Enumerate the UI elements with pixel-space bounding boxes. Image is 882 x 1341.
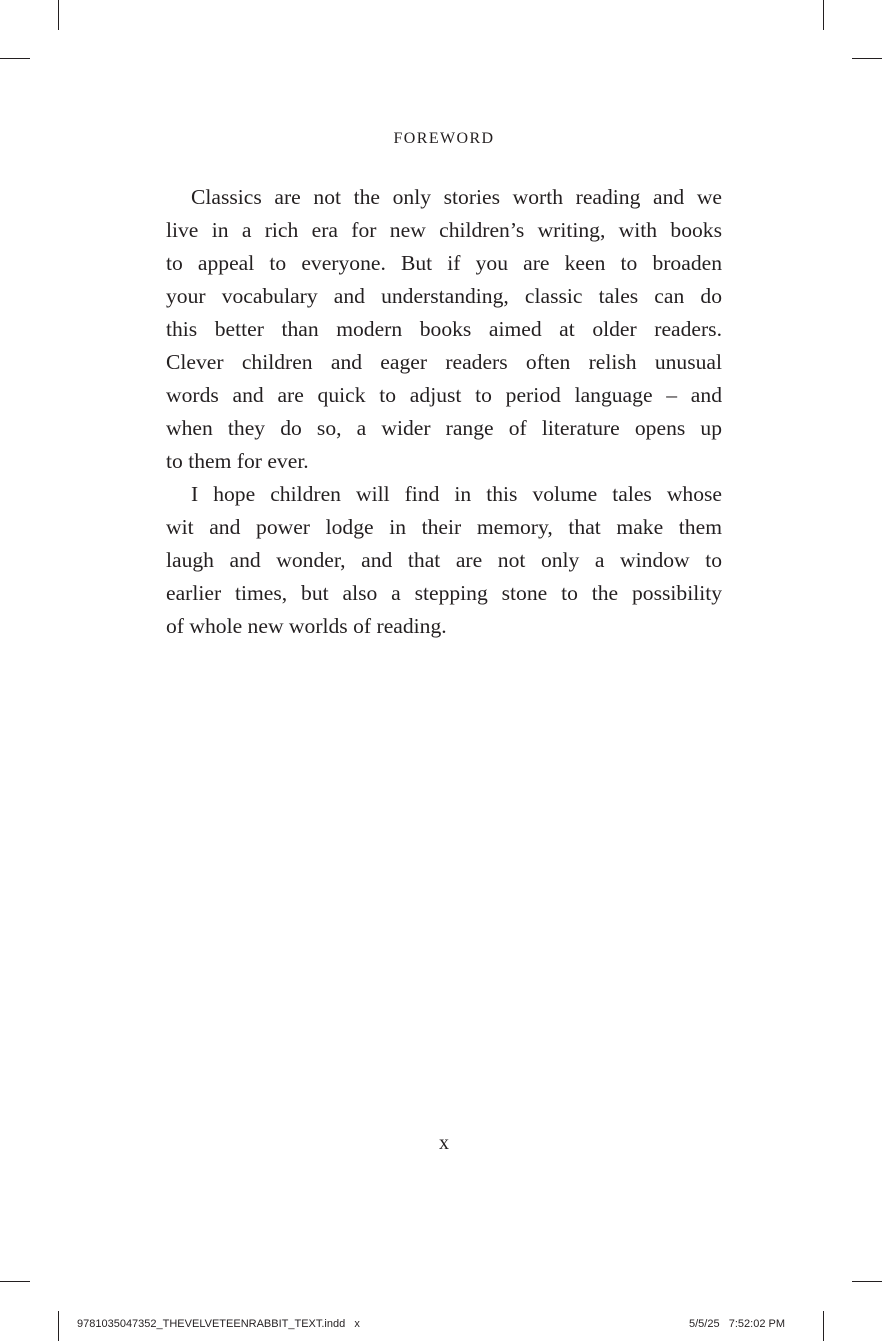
crop-mark-top-right xyxy=(823,0,824,30)
page-number: x xyxy=(439,1132,449,1154)
text-line: Classics are not the only stories worth reading and we xyxy=(191,185,722,209)
crop-mark-left-bottom xyxy=(0,1281,30,1282)
text-line: laugh and wonder, and that are not only a window to xyxy=(166,548,722,572)
crop-mark-right-bottom xyxy=(852,1281,882,1282)
crop-mark-right-top xyxy=(852,58,882,59)
text-line: to appeal to everyone. But if you are keen to broaden xyxy=(166,251,722,275)
text-line: earlier times, but also a stepping stone to the possibility xyxy=(166,581,722,605)
text-line: words and are quick to adjust to period language – and xyxy=(166,383,722,407)
paragraph xyxy=(166,478,722,643)
slug-file-name: 9781035047352_THEVELVETEENRABBIT_TEXT.indd x xyxy=(77,1318,360,1330)
paragraph xyxy=(166,181,722,478)
running-head: FOREWORD xyxy=(393,130,495,147)
text-line: live in a rich era for new children’s writing, with books xyxy=(166,218,722,242)
crop-mark-top-left xyxy=(58,0,59,30)
text-line: I hope children will find in this volume tales whose xyxy=(191,482,722,506)
text-line: Clever children and eager readers often relish unusual xyxy=(166,350,722,374)
text-line: of whole new worlds of reading. xyxy=(166,614,447,638)
body-text xyxy=(166,181,722,643)
text-line: this better than modern books aimed at older readers. xyxy=(166,317,722,341)
text-line: when they do so, a wider range of literature opens up xyxy=(166,416,722,440)
text-line: wit and power lodge in their memory, that make them xyxy=(166,515,722,539)
slug-timestamp: 5/5/25 7:52:02 PM xyxy=(689,1318,786,1330)
crop-mark-bottom-right xyxy=(823,1311,824,1341)
text-line: your vocabulary and understanding, classic tales can do xyxy=(166,284,722,308)
crop-mark-bottom-left xyxy=(58,1311,59,1341)
crop-mark-left-top xyxy=(0,58,30,59)
text-line: to them for ever. xyxy=(166,449,309,473)
